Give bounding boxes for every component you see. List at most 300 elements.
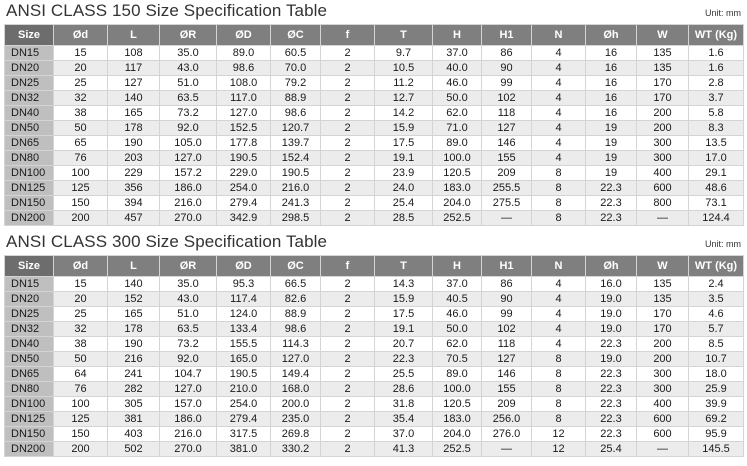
table-cell: 88.9: [271, 91, 321, 106]
column-header: Size: [5, 25, 54, 46]
table-cell: 8: [532, 211, 586, 226]
table-cell: 200: [637, 352, 689, 367]
table-cell: 8: [532, 166, 586, 181]
column-header: Ød: [54, 256, 108, 277]
table-cell: 276.0: [482, 427, 532, 442]
table-cell: 8: [532, 397, 586, 412]
table-cell: 2: [321, 307, 375, 322]
table-cell: —: [482, 442, 532, 457]
table-cell: 18.0: [689, 367, 744, 382]
table-cell: 190.5: [271, 166, 321, 181]
table-cell: 4: [532, 46, 586, 61]
header-row: [5, 256, 744, 277]
table-cell: 170: [637, 91, 689, 106]
table-cell: 98.6: [217, 61, 271, 76]
size-cell: DN150: [5, 427, 54, 442]
table-cell: 2: [321, 397, 375, 412]
table-cell: 170: [637, 307, 689, 322]
column-header: L: [108, 25, 160, 46]
table-cell: —: [482, 211, 532, 226]
table-cell: 300: [637, 136, 689, 151]
table-cell: 65: [54, 136, 108, 151]
table-cell: 150: [54, 427, 108, 442]
table-cell: 235.0: [271, 412, 321, 427]
table-cell: 2: [321, 412, 375, 427]
table-cell: 300: [637, 151, 689, 166]
table-cell: 800: [637, 196, 689, 211]
table-cell: 200: [637, 337, 689, 352]
table-cell: 254.0: [217, 181, 271, 196]
table-cell: 9.7: [375, 46, 433, 61]
table-row: [5, 427, 744, 442]
table-cell: 32: [54, 91, 108, 106]
size-cell: DN32: [5, 91, 54, 106]
table-cell: 178: [108, 121, 160, 136]
table-cell: 3.7: [689, 91, 744, 106]
table-cell: 28.5: [375, 211, 433, 226]
table-cell: 4: [532, 337, 586, 352]
table-cell: 19: [586, 136, 637, 151]
table-cell: 127: [108, 76, 160, 91]
table-cell: 342.9: [217, 211, 271, 226]
table-cell: 50.0: [433, 91, 482, 106]
size-cell: DN40: [5, 106, 54, 121]
table-cell: 5.7: [689, 322, 744, 337]
header-row: [5, 25, 744, 46]
table-cell: 135: [637, 277, 689, 292]
table-row: [5, 412, 744, 427]
table-cell: 12: [532, 442, 586, 457]
table-cell: 25.4: [586, 442, 637, 457]
column-header: N: [532, 25, 586, 46]
column-header: f: [321, 256, 375, 277]
table-cell: 8: [532, 412, 586, 427]
table-row: [5, 46, 744, 61]
table-cell: 252.5: [433, 211, 482, 226]
table-cell: 165.0: [217, 352, 271, 367]
table-cell: 46.0: [433, 307, 482, 322]
table-cell: 38: [54, 337, 108, 352]
table-cell: 73.2: [160, 106, 217, 121]
table-cell: 92.0: [160, 352, 217, 367]
table-cell: 37.0: [433, 46, 482, 61]
table-cell: 4: [532, 151, 586, 166]
column-header: ØR: [160, 256, 217, 277]
table-cell: 25: [54, 76, 108, 91]
class-150-title-row: [4, 0, 743, 24]
table-cell: 200: [54, 442, 108, 457]
table-cell: 12.7: [375, 91, 433, 106]
table-cell: 35.0: [160, 46, 217, 61]
table-cell: 24.0: [375, 181, 433, 196]
table-cell: 2: [321, 106, 375, 121]
table-cell: 200: [54, 211, 108, 226]
table-cell: 2: [321, 442, 375, 457]
table-cell: 19.0: [586, 352, 637, 367]
table-cell: 216: [108, 352, 160, 367]
table-cell: 2.8: [689, 76, 744, 91]
table-cell: 200.0: [271, 397, 321, 412]
size-cell: DN20: [5, 292, 54, 307]
table-cell: 270.0: [160, 211, 217, 226]
table-cell: 190.5: [217, 151, 271, 166]
table-cell: 127: [482, 121, 532, 136]
class-150-section: [4, 0, 743, 226]
table-cell: 17.0: [689, 151, 744, 166]
table-row: [5, 322, 744, 337]
table-cell: 204.0: [433, 427, 482, 442]
table-cell: —: [637, 211, 689, 226]
table-cell: 279.4: [217, 412, 271, 427]
table-cell: 19: [586, 166, 637, 181]
table-cell: 98.6: [271, 322, 321, 337]
table-cell: 100: [54, 166, 108, 181]
table-cell: 229: [108, 166, 160, 181]
table-row: [5, 382, 744, 397]
table-cell: 200: [637, 121, 689, 136]
table-cell: 298.5: [271, 211, 321, 226]
table-cell: 22.3: [586, 211, 637, 226]
column-header: ØC: [271, 25, 321, 46]
table-cell: 40.5: [433, 292, 482, 307]
table-cell: 155: [482, 382, 532, 397]
size-cell: DN80: [5, 151, 54, 166]
class-150-spec-table: [4, 24, 744, 226]
table-cell: 29.1: [689, 166, 744, 181]
table-cell: 76: [54, 382, 108, 397]
table-cell: 99: [482, 76, 532, 91]
table-cell: 102: [482, 91, 532, 106]
table-cell: 133.4: [217, 322, 271, 337]
table-cell: 356: [108, 181, 160, 196]
size-cell: DN65: [5, 367, 54, 382]
table-cell: 254.0: [217, 397, 271, 412]
table-cell: 16: [586, 91, 637, 106]
table-cell: 118: [482, 106, 532, 121]
table-cell: 124.4: [689, 211, 744, 226]
table-cell: 157.0: [160, 397, 217, 412]
column-header: ØR: [160, 25, 217, 46]
table-cell: 8: [532, 181, 586, 196]
column-header: T: [375, 25, 433, 46]
table-cell: 50.0: [433, 322, 482, 337]
table-cell: 502: [108, 442, 160, 457]
table-cell: 135: [637, 46, 689, 61]
table-cell: 229.0: [217, 166, 271, 181]
size-cell: DN25: [5, 307, 54, 322]
size-cell: DN150: [5, 196, 54, 211]
table-cell: 146: [482, 136, 532, 151]
table-cell: 190: [108, 337, 160, 352]
table-cell: 86: [482, 277, 532, 292]
table-cell: 203: [108, 151, 160, 166]
table-cell: 69.2: [689, 412, 744, 427]
table-cell: 22.3: [586, 367, 637, 382]
table-row: [5, 442, 744, 457]
table-cell: 150: [54, 196, 108, 211]
table-row: [5, 106, 744, 121]
table-cell: 19.0: [586, 292, 637, 307]
table-row: [5, 136, 744, 151]
table-cell: 2: [321, 211, 375, 226]
table-cell: 4: [532, 106, 586, 121]
table-row: [5, 196, 744, 211]
table-cell: 4: [532, 292, 586, 307]
table-cell: 95.9: [689, 427, 744, 442]
table-cell: 4: [532, 307, 586, 322]
table-cell: 152.4: [271, 151, 321, 166]
column-header: L: [108, 256, 160, 277]
table-cell: 120.5: [433, 166, 482, 181]
table-cell: 11.2: [375, 76, 433, 91]
table-cell: 170: [637, 76, 689, 91]
table-cell: 104.7: [160, 367, 217, 382]
table-cell: 22.3: [586, 397, 637, 412]
table-cell: 35.0: [160, 277, 217, 292]
size-cell: DN40: [5, 337, 54, 352]
table-cell: 51.0: [160, 76, 217, 91]
table-cell: 204.0: [433, 196, 482, 211]
table-cell: 2: [321, 151, 375, 166]
table-cell: 100.0: [433, 382, 482, 397]
table-cell: 4: [532, 322, 586, 337]
class-150-title: ANSI CLASS 150 Size Specification Table: [6, 1, 328, 20]
size-cell: DN50: [5, 352, 54, 367]
table-cell: 152.5: [217, 121, 271, 136]
table-cell: 70.0: [271, 61, 321, 76]
table-cell: 124.0: [217, 307, 271, 322]
table-cell: 19: [586, 121, 637, 136]
column-header: W: [637, 256, 689, 277]
table-cell: 317.5: [217, 427, 271, 442]
table-cell: 89.0: [433, 367, 482, 382]
table-cell: 165: [108, 307, 160, 322]
table-cell: 17.5: [375, 307, 433, 322]
table-cell: 19.1: [375, 322, 433, 337]
table-cell: 600: [637, 412, 689, 427]
table-cell: 8: [532, 352, 586, 367]
table-cell: 82.6: [271, 292, 321, 307]
table-cell: 8: [532, 196, 586, 211]
table-cell: 108: [108, 46, 160, 61]
size-cell: DN32: [5, 322, 54, 337]
table-cell: 64: [54, 367, 108, 382]
table-cell: 37.0: [433, 277, 482, 292]
table-cell: 1.6: [689, 61, 744, 76]
table-cell: 16: [586, 76, 637, 91]
table-cell: 330.2: [271, 442, 321, 457]
size-cell: DN50: [5, 121, 54, 136]
table-cell: 127: [482, 352, 532, 367]
table-cell: 100: [54, 397, 108, 412]
size-cell: DN100: [5, 397, 54, 412]
table-cell: 127.0: [217, 106, 271, 121]
table-cell: 19.0: [586, 307, 637, 322]
table-cell: 17.5: [375, 136, 433, 151]
column-header: Ød: [54, 25, 108, 46]
table-cell: 2: [321, 136, 375, 151]
table-cell: 20: [54, 292, 108, 307]
table-cell: 79.2: [271, 76, 321, 91]
table-cell: 165: [108, 106, 160, 121]
table-cell: 40.0: [433, 61, 482, 76]
table-cell: 255.5: [482, 181, 532, 196]
table-cell: 70.5: [433, 352, 482, 367]
table-cell: 2: [321, 427, 375, 442]
table-cell: 2: [321, 337, 375, 352]
table-row: [5, 367, 744, 382]
table-cell: 108.0: [217, 76, 271, 91]
table-cell: 125: [54, 412, 108, 427]
table-cell: 25.4: [375, 196, 433, 211]
table-cell: 86: [482, 46, 532, 61]
table-cell: 22.3: [586, 412, 637, 427]
table-cell: 22.3: [586, 337, 637, 352]
table-cell: 4: [532, 91, 586, 106]
table-cell: 88.9: [271, 307, 321, 322]
table-cell: 38: [54, 106, 108, 121]
table-cell: 139.7: [271, 136, 321, 151]
table-row: [5, 61, 744, 76]
table-cell: 20: [54, 61, 108, 76]
class-150-unit: Unit: mm: [705, 8, 741, 18]
table-cell: 73.1: [689, 196, 744, 211]
table-cell: 2: [321, 352, 375, 367]
table-cell: 39.9: [689, 397, 744, 412]
class-300-spec-table: [4, 255, 744, 457]
table-cell: 43.0: [160, 292, 217, 307]
table-cell: 2: [321, 322, 375, 337]
table-cell: 403: [108, 427, 160, 442]
table-cell: 4: [532, 136, 586, 151]
table-cell: 4: [532, 76, 586, 91]
table-cell: 16.0: [586, 277, 637, 292]
table-cell: 114.3: [271, 337, 321, 352]
size-cell: DN15: [5, 277, 54, 292]
table-cell: 76: [54, 151, 108, 166]
table-cell: 25.5: [375, 367, 433, 382]
table-cell: 23.9: [375, 166, 433, 181]
column-header: H: [433, 256, 482, 277]
table-cell: 16: [586, 106, 637, 121]
table-cell: 13.5: [689, 136, 744, 151]
table-cell: 22.3: [375, 352, 433, 367]
table-cell: 89.0: [217, 46, 271, 61]
table-cell: 2: [321, 367, 375, 382]
table-cell: 216.0: [271, 181, 321, 196]
table-cell: 35.4: [375, 412, 433, 427]
table-cell: 8: [532, 382, 586, 397]
table-cell: 8: [532, 367, 586, 382]
table-cell: 152: [108, 292, 160, 307]
table-cell: 381: [108, 412, 160, 427]
table-cell: 2: [321, 382, 375, 397]
column-header: H1: [482, 256, 532, 277]
table-row: [5, 397, 744, 412]
table-cell: 5.8: [689, 106, 744, 121]
table-cell: 2.4: [689, 277, 744, 292]
class-300-title-row: [4, 231, 743, 255]
table-cell: 117.0: [217, 91, 271, 106]
table-cell: 14.2: [375, 106, 433, 121]
table-cell: 10.5: [375, 61, 433, 76]
column-header: Øh: [586, 256, 637, 277]
table-cell: 282: [108, 382, 160, 397]
table-cell: 25: [54, 307, 108, 322]
table-row: [5, 76, 744, 91]
table-row: [5, 151, 744, 166]
table-cell: 400: [637, 166, 689, 181]
table-cell: 117.4: [217, 292, 271, 307]
table-cell: 400: [637, 397, 689, 412]
table-cell: 178: [108, 322, 160, 337]
table-cell: 50: [54, 352, 108, 367]
table-cell: 145.5: [689, 442, 744, 457]
table-cell: —: [637, 442, 689, 457]
table-cell: 102: [482, 322, 532, 337]
table-cell: 50: [54, 121, 108, 136]
column-header: N: [532, 256, 586, 277]
table-cell: 100.0: [433, 151, 482, 166]
table-cell: 15.9: [375, 121, 433, 136]
table-cell: 19.0: [586, 322, 637, 337]
table-cell: 135: [637, 61, 689, 76]
table-cell: 51.0: [160, 307, 217, 322]
table-cell: 22.3: [586, 196, 637, 211]
table-cell: 22.3: [586, 181, 637, 196]
table-cell: 32: [54, 322, 108, 337]
table-cell: 127.0: [160, 382, 217, 397]
table-cell: 16: [586, 46, 637, 61]
table-cell: 155.5: [217, 337, 271, 352]
table-cell: 279.4: [217, 196, 271, 211]
table-row: [5, 91, 744, 106]
table-cell: 62.0: [433, 337, 482, 352]
column-header: ØC: [271, 256, 321, 277]
table-cell: 41.3: [375, 442, 433, 457]
table-cell: 60.5: [271, 46, 321, 61]
table-cell: 66.5: [271, 277, 321, 292]
table-cell: 43.0: [160, 61, 217, 76]
table-row: [5, 307, 744, 322]
table-row: [5, 211, 744, 226]
size-cell: DN80: [5, 382, 54, 397]
size-cell: DN200: [5, 442, 54, 457]
table-cell: 177.8: [217, 136, 271, 151]
table-cell: 146: [482, 367, 532, 382]
table-cell: 20.7: [375, 337, 433, 352]
table-cell: 186.0: [160, 181, 217, 196]
table-cell: 190: [108, 136, 160, 151]
table-cell: 155: [482, 151, 532, 166]
column-header: ØD: [217, 256, 271, 277]
table-cell: 149.4: [271, 367, 321, 382]
class-300-section: [4, 231, 743, 457]
size-cell: DN25: [5, 76, 54, 91]
table-cell: 2: [321, 196, 375, 211]
table-cell: 95.3: [217, 277, 271, 292]
table-cell: 37.0: [375, 427, 433, 442]
table-cell: 168.0: [271, 382, 321, 397]
size-cell: DN100: [5, 166, 54, 181]
table-cell: 241: [108, 367, 160, 382]
class-300-title: ANSI CLASS 300 Size Specification Table: [6, 232, 328, 251]
table-cell: 135: [637, 292, 689, 307]
size-cell: DN125: [5, 412, 54, 427]
table-cell: 2: [321, 181, 375, 196]
table-cell: 2: [321, 76, 375, 91]
column-header: W: [637, 25, 689, 46]
